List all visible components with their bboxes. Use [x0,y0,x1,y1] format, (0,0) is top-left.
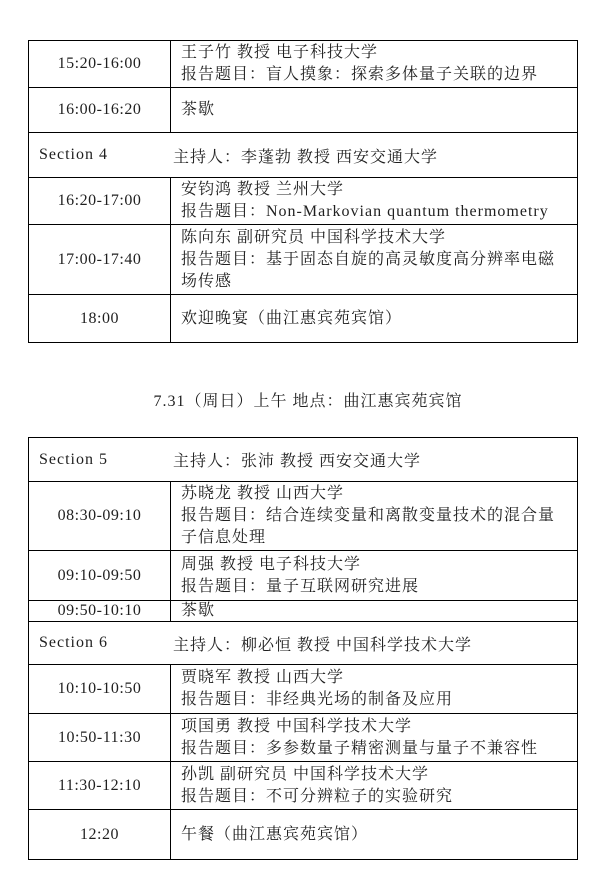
talk-cell [171,551,578,601]
talk-title-line: 场传感 [181,272,233,290]
speaker-line: 王子竹 教授 电子科技大学 [181,44,379,61]
speaker-line: 孙凯 副研究员 中国科学技术大学 [181,765,430,783]
talk-cell [171,225,578,295]
talk-cell [171,178,578,225]
section-host: 主持人：李蓬勃 教授 西安交通大学 [173,148,439,166]
speaker-line: 陈向东 副研究员 中国科学技术大学 [181,228,447,246]
time-cell: 09:10-09:50 [29,551,171,601]
talk-title-line: 报告题目：量子互联网研究进展 [181,577,420,595]
table-row [29,41,578,88]
time-cell: 18:00 [29,295,171,343]
speaker-line: 周强 教授 电子科技大学 [181,555,362,573]
section-cell [29,438,578,482]
talk-cell [171,762,578,810]
schedule-table-morning [28,437,578,860]
section-row [29,438,578,482]
talk-title-line: 报告题目：结合连续变量和离散变量技术的混合量 [181,507,556,524]
section-label: Section 6 [39,634,108,651]
table-row [29,178,578,225]
time-cell: 09:50-10:10 [29,601,171,622]
time-cell: 17:00-17:40 [29,225,171,295]
talk-title-line: 报告题目：多参数量子精密测量与量子不兼容性 [181,739,539,757]
talk-cell [171,41,578,88]
table-row [29,601,578,622]
talk-title-line: 报告题目：不可分辨粒子的实验研究 [181,787,454,805]
break-cell [171,88,578,133]
table-row [29,88,578,133]
talk-title-line: 报告题目：盲人摸象：探索多体量子关联的边界 [181,66,539,83]
speaker-line: 项国勇 教授 中国科学技术大学 [181,717,413,735]
table-row [29,665,578,714]
table-row [29,762,578,810]
speaker-line: 贾晓军 教授 山西大学 [181,669,345,686]
time-cell: 15:20-16:00 [29,41,171,88]
table-row [29,810,578,860]
break-label: 茶歇 [181,602,216,619]
talk-title-line: 报告题目：非经典光场的制备及应用 [181,691,454,708]
schedule-table-afternoon [28,40,578,343]
talk-cell [171,482,578,551]
time-cell: 16:20-17:00 [29,178,171,225]
day-heading: 7.31（周日）上午 地点：曲江惠宾苑宾馆 [153,393,463,410]
table-row [29,225,578,295]
talk-title-line: 子信息处理 [181,529,267,546]
section-row [29,133,578,178]
time-cell: 08:30-09:10 [29,482,171,551]
event-label: 欢迎晚宴（曲江惠宾苑宾馆） [181,309,403,327]
speaker-line: 安钧鸿 教授 兰州大学 [181,181,345,198]
time-cell: 10:50-11:30 [29,714,171,762]
section-cell [29,622,578,665]
table-row [29,714,578,762]
time-cell: 11:30-12:10 [29,762,171,810]
table-row [29,551,578,601]
talk-cell [171,665,578,714]
break-cell [171,601,578,622]
time-cell: 16:00-16:20 [29,88,171,133]
section-host: 主持人：张沛 教授 西安交通大学 [173,453,422,470]
section-host: 主持人：柳必恒 教授 中国科学技术大学 [173,636,473,654]
table-row [29,482,578,551]
event-cell [171,810,578,860]
section-row [29,622,578,665]
talk-title-line: 报告题目：Non-Markovian quantum thermometry [181,203,549,220]
section-label: Section 5 [39,450,108,468]
speaker-line: 苏晓龙 教授 山西大学 [181,485,345,502]
talk-title-line: 报告题目：基于固态自旋的高灵敏度高分辨率电磁 [181,250,556,268]
event-label: 午餐（曲江惠宾苑宾馆） [181,825,369,843]
talk-cell [171,714,578,762]
section-cell [29,133,578,178]
time-cell: 12:20 [29,810,171,860]
table-row [29,295,578,343]
event-cell [171,295,578,343]
time-cell: 10:10-10:50 [29,665,171,714]
break-label: 茶歇 [181,101,216,118]
section-label: Section 4 [39,146,108,163]
